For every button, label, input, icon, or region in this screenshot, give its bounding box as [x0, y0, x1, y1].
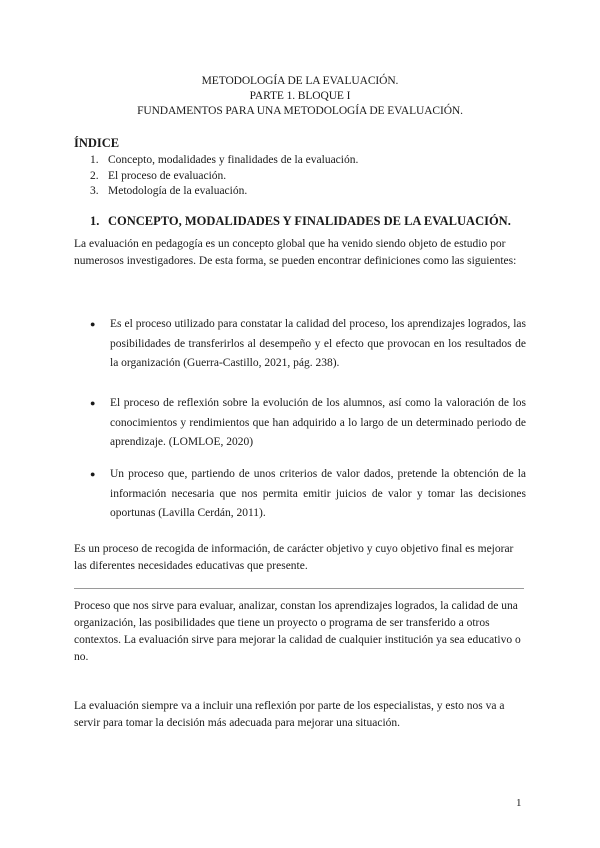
bullet-icon: ● — [90, 469, 96, 479]
toc-item-number: 1. — [90, 154, 99, 166]
bullet-icon: ● — [90, 319, 96, 329]
toc-item-label: Metodología de la evaluación. — [108, 185, 248, 197]
toc-item-number: 2. — [90, 169, 99, 182]
intro-paragraph: La evaluación en pedagogía es un concepto global que ha venido siendo objeto de estudio por numerosos investigadores. De esta forma, se pueden encontrar definiciones como las siguientes: — [74, 238, 517, 267]
bullet-text: Un proceso que, partiendo de unos criterios de valor dados, pretende la obtención de la información necesaria que nos permita emitir juicios de valor y tomar las decisiones oportunas (Lavilla Cerdán, 2011). — [110, 468, 526, 519]
document-title: METODOLOGÍA DE LA EVALUACIÓN. — [201, 75, 399, 87]
toc-item-label: Concepto, modalidades y finalidades de la evaluación. — [108, 154, 359, 166]
conclusion-paragraph: Es un proceso de recogida de información, de carácter objetivo y cuyo objetivo final es mejorar las diferentes necesidades educativas que presente. — [74, 543, 514, 572]
toc-item-label: El proceso de evaluación. — [108, 169, 227, 182]
table-of-contents — [90, 153, 358, 200]
section-number: 1. — [90, 214, 100, 228]
body-paragraph: La evaluación siempre va a incluir una reflexión por parte de los especialistas, y esto nos va a servir para tomar la decisión más adecuada para mejorar una situación. — [74, 700, 505, 729]
section-heading — [90, 214, 511, 229]
page-number: 1 — [516, 797, 522, 809]
document-title-block — [0, 74, 600, 119]
bullet-item — [90, 465, 526, 524]
toc-item — [90, 153, 358, 169]
toc-item-number: 3. — [90, 185, 99, 197]
document-subtitle: PARTE 1. BLOQUE I — [249, 90, 351, 102]
document-subtitle-2: FUNDAMENTOS PARA UNA METODOLOGÍA DE EVALUACIÓN. — [137, 105, 463, 117]
toc-item — [90, 184, 358, 200]
toc-item — [90, 169, 358, 185]
bullet-icon: ● — [90, 398, 96, 408]
bullet-text: El proceso de reflexión sobre la evolución de los alumnos, así como la valoración de los conocimientos y rendimientos que han adquirido a lo largo de un determinado periodo de aprendizaje. (LOMLOE, 2020) — [110, 397, 526, 448]
index-heading: ÍNDICE — [74, 136, 120, 150]
bullet-item — [90, 394, 526, 453]
section-title: CONCEPTO, MODALIDADES Y FINALIDADES DE LA EVALUACIÓN. — [108, 214, 511, 228]
bullet-item — [90, 315, 526, 374]
divider — [74, 588, 524, 589]
bullet-text: Es el proceso utilizado para constatar la calidad del proceso, los aprendizajes logrados, las posibilidades de transferirlos al desempeño y el efecto que provocan en los resultados de la organización (Guerra-Castillo, 2021, pág. 238). — [110, 318, 526, 369]
body-paragraph: Proceso que nos sirve para evaluar, analizar, constan los aprendizajes logrados, la calidad de una organización, las posibilidades que tiene un proyecto o programa de ser transferido a otros contextos. La evaluación sirve para mejorar la calidad de cualquier institución ya sea educativo o no. — [74, 600, 521, 663]
